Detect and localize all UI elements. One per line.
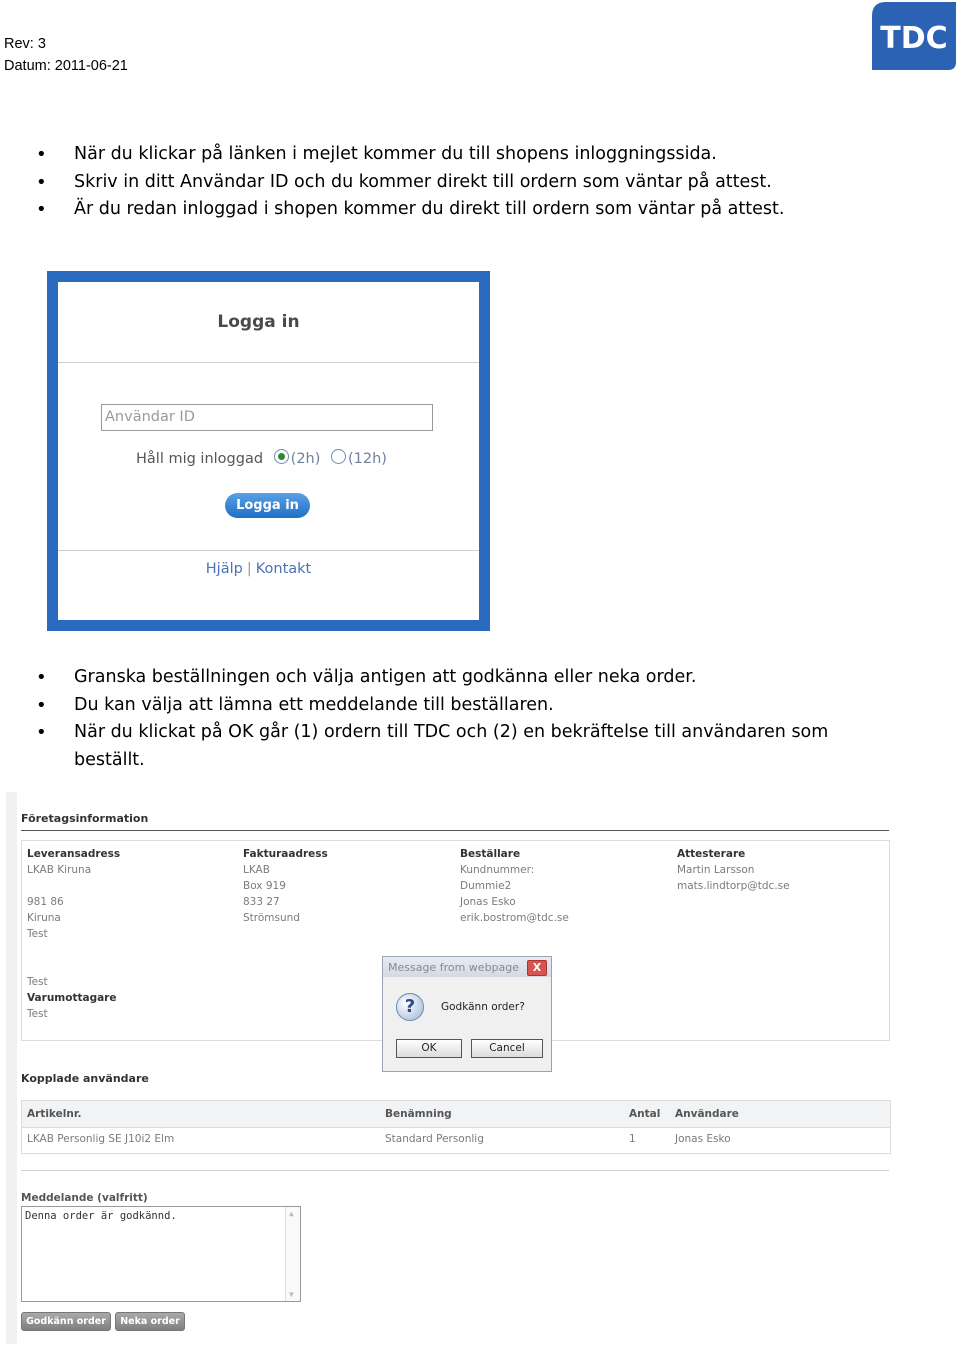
reject-order-button[interactable]: Neka order — [115, 1312, 185, 1331]
divider — [58, 550, 479, 551]
dialog-message: Godkänn order? — [441, 1001, 525, 1013]
table-header — [22, 1101, 890, 1128]
close-icon[interactable]: X — [527, 960, 547, 976]
revision-label: Rev: 3 — [4, 36, 46, 52]
orderer-line: Kundnummer: — [460, 864, 535, 876]
help-link[interactable]: Hjälp — [205, 561, 243, 577]
tdc-logo — [872, 2, 956, 70]
column-header: Artikelnr. — [27, 1108, 82, 1120]
list-item: • När du klickar på länken i mejlet kommer du till shopens inloggningssida. — [0, 141, 900, 169]
scroll-up-icon[interactable]: ▲ — [289, 1209, 294, 1218]
option-2h-label: (2h) — [290, 451, 321, 467]
login-button[interactable]: Logga in — [225, 493, 310, 518]
table-cell: Jonas Esko — [675, 1133, 731, 1145]
userid-input[interactable]: Användar ID — [101, 404, 433, 431]
delivery-line — [27, 942, 120, 958]
table-cell: LKAB Personlig SE J10i2 Elm — [27, 1133, 175, 1145]
orderer-line: Jonas Esko — [460, 896, 516, 908]
review-bullet-list — [0, 664, 900, 774]
message-text: Denna order är godkännd. — [25, 1210, 177, 1222]
divider — [21, 830, 889, 831]
page-edge — [6, 792, 17, 1344]
delivery-line: Kiruna — [27, 912, 61, 924]
orderer-line: erik.bostrom@tdc.se — [460, 912, 569, 924]
delivery-line: 981 86 — [27, 896, 64, 908]
receiver-value: Test — [27, 1008, 48, 1020]
keep-logged-in-label: Håll mig inloggad — [136, 451, 264, 467]
approver-line: mats.lindtorp@tdc.se — [677, 880, 790, 892]
linked-users-heading: Kopplade användare — [21, 1072, 149, 1085]
approver-line: Martin Larsson — [677, 864, 755, 876]
approver-info — [677, 846, 790, 894]
list-item: • Är du redan inloggad i shopen kommer du direkt till ordern som väntar på attest. — [0, 196, 900, 224]
logo-text: TDC — [880, 21, 948, 56]
invoice-line: LKAB — [243, 864, 270, 876]
table-cell: Standard Personlig — [385, 1133, 484, 1145]
orderer-info — [460, 846, 569, 926]
invoice-line: 833 27 — [243, 896, 280, 908]
approve-order-button[interactable]: Godkänn order — [21, 1312, 111, 1331]
footer-links — [48, 561, 469, 577]
ok-button[interactable]: OK — [396, 1039, 462, 1058]
confirm-dialog — [382, 956, 552, 1072]
scroll-down-icon[interactable]: ▼ — [289, 1290, 294, 1299]
login-panel — [58, 282, 479, 620]
orderer-heading: Beställare — [460, 848, 521, 860]
divider — [58, 362, 479, 363]
delivery-line: Test — [27, 928, 48, 940]
list-item: • Skriv in ditt Användar ID och du kommer direkt till ordern som väntar på attest. — [0, 169, 900, 197]
company-info-heading: Företagsinformation — [21, 812, 149, 825]
column-header: Antal — [629, 1108, 661, 1120]
approver-heading: Attesterare — [677, 848, 746, 860]
invoice-line: Box 919 — [243, 880, 286, 892]
divider — [21, 1170, 889, 1171]
delivery-line: Test — [27, 976, 48, 988]
column-header: Användare — [675, 1108, 739, 1120]
message-label: Meddelande (valfritt) — [21, 1192, 148, 1204]
order-table — [21, 1100, 891, 1154]
radio-12h[interactable] — [331, 449, 346, 464]
question-icon: ? — [396, 993, 424, 1021]
message-textarea[interactable] — [21, 1206, 301, 1302]
receiver-heading: Varumottagare — [27, 992, 117, 1004]
invoice-heading: Fakturaadress — [243, 848, 328, 860]
delivery-heading: Leveransadress — [27, 848, 121, 860]
textarea-scrollbar[interactable] — [285, 1207, 300, 1301]
contact-link[interactable]: Kontakt — [255, 561, 312, 577]
cancel-button[interactable]: Cancel — [471, 1039, 543, 1058]
list-item: • När du klickat på OK går (1) ordern till TDC och (2) en bekräftelse till användaren som beställt. — [0, 719, 900, 774]
list-item: • Du kan välja att lämna ett meddelande till beställaren. — [0, 692, 900, 720]
approval-screenshot — [6, 792, 906, 1344]
revision-info — [4, 33, 128, 77]
radio-2h[interactable] — [274, 449, 289, 464]
delivery-line: LKAB Kiruna — [27, 864, 92, 876]
keep-logged-in-row — [136, 449, 387, 467]
invoice-address — [243, 846, 328, 926]
list-item: • Granska beställningen och välja antigen att godkänna eller neka order. — [0, 664, 900, 692]
dialog-titlebar — [383, 957, 551, 977]
invoice-line: Strömsund — [243, 912, 300, 924]
orderer-line: Dummie2 — [460, 880, 512, 892]
login-title: Logga in — [217, 312, 300, 332]
delivery-address — [27, 846, 120, 1022]
date-label: Datum: 2011-06-21 — [4, 58, 128, 74]
login-screenshot — [47, 271, 490, 631]
table-cell: 1 — [629, 1133, 636, 1145]
delivery-line — [27, 958, 120, 974]
option-12h-label: (12h) — [348, 451, 387, 467]
column-header: Benämning — [385, 1108, 452, 1120]
delivery-line — [27, 878, 120, 894]
link-separator: | — [246, 561, 252, 577]
dialog-title: Message from webpage — [388, 961, 520, 974]
intro-bullet-list — [0, 141, 900, 224]
